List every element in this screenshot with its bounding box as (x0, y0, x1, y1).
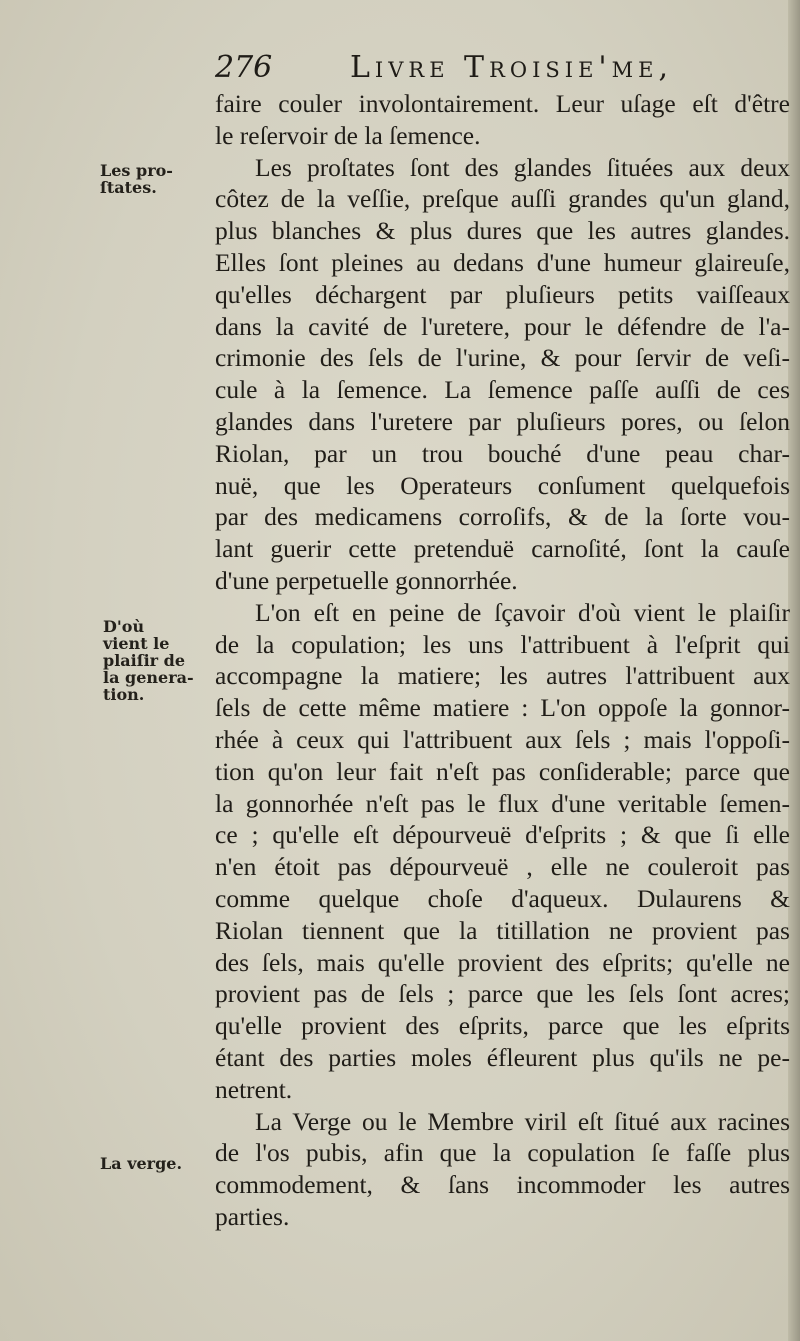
text-line: le reſervoir de la ſemence. (215, 120, 481, 150)
running-title: Livre Troisie'me, (350, 50, 674, 85)
text-line: la gonnorhée n'eſt pas le flux d'une veritable ſemen- (215, 788, 790, 818)
text-line: ce ; qu'elle eſt dépourveuë d'eſprits ; & que ſi elle (215, 820, 790, 850)
margin-note-line: Les pro- (100, 161, 173, 180)
text-line: d'une perpetuelle gonnorrhée. (215, 565, 518, 595)
text-line: nuë, que les Operateurs conſument quelquefois (215, 470, 790, 500)
text-line: de l'os pubis, afin que la copulation ſe faſſe plus (215, 1138, 790, 1168)
text-line: dans la cavité de l'uretere, pour le défendre de l'a- (215, 311, 790, 341)
text-line: ſels de cette même matiere : L'on oppoſe la gonnor- (215, 693, 790, 723)
margin-note-line: D'où (103, 617, 145, 636)
text-line: L'on eſt en peine de ſçavoir d'où vient le plaiſir (255, 597, 790, 627)
text-line: Elles ſont pleines au dedans d'une humeur glaireuſe, (215, 247, 790, 277)
margin-note-line: La verge. (100, 1154, 183, 1173)
text-line: de la copulation; les uns l'attribuent à l'eſprit qui (215, 629, 790, 659)
text-line: Riolan tiennent que la titillation ne provient pas (215, 915, 790, 945)
margin-note-verge (100, 1155, 220, 1172)
body-text (215, 88, 790, 1233)
text-line: par des medicamens corroſifs, & de la ſorte vou- (215, 502, 790, 532)
text-line: faire couler involontairement. Leur uſage eſt d'être (215, 89, 790, 118)
text-line: qu'elles déchargent par pluſieurs petits vaiſſeaux (215, 279, 790, 309)
text-line: rhée à ceux qui l'attribuent aux ſels ; mais l'oppoſi- (215, 724, 790, 754)
text-line: provient pas de ſels ; parce que les ſels ſont acres; (215, 979, 790, 1009)
margin-note-prostates (100, 162, 210, 196)
text-line: plus blanches & plus dures que les autres glandes. (215, 216, 790, 246)
text-line: glandes dans l'uretere par pluſieurs pores, ou ſelon (215, 406, 790, 436)
text-line: Les proſtates ſont des glandes ſituées aux deux (255, 152, 790, 182)
text-line: des ſels, mais qu'elle provient des eſprits; qu'elle ne (215, 947, 790, 977)
text-line: tion qu'on leur fait n'eſt pas conſiderable; parce que (215, 756, 790, 786)
text-line: comme quelque choſe d'aqueux. Dulaurens & (215, 883, 790, 913)
text-line: netrent. (215, 1074, 293, 1104)
text-line: parties. (215, 1201, 290, 1231)
text-line: commodement, & ſans incommoder les autres (215, 1170, 790, 1200)
page-number: 276 (215, 50, 273, 85)
text-line: crimonie des ſels de l'urine, & pour ſervir de veſi- (215, 343, 790, 373)
margin-note-plaisir (103, 618, 213, 703)
margin-note-line: vient le (103, 634, 170, 653)
text-line: qu'elle provient des eſprits, parce que les eſprits (215, 1011, 790, 1041)
margin-note-line: la genera- (103, 668, 194, 687)
text-line: n'en étoit pas dépourveuë , elle ne couleroit pas (215, 852, 790, 882)
text-line: lant guerir cette pretenduë carnoſité, ſont la cauſe (215, 534, 790, 564)
margin-note-line: tion. (103, 685, 145, 704)
text-line: cule à la ſemence. La ſemence paſſe auſſi de ces (215, 375, 790, 405)
text-line: côtez de la veſſie, preſque auſſi grandes qu'un gland, (215, 184, 790, 214)
text-line: accompagne la matiere; les autres l'attribuent aux (215, 661, 790, 691)
text-line: étant des parties moles éfleurent plus qu'ils ne pe- (215, 1042, 790, 1072)
text-line: La Verge ou le Membre viril eſt ſitué aux racines (255, 1106, 790, 1136)
text-line: Riolan, par un trou bouché d'une peau char- (215, 438, 790, 468)
margin-note-line: plaiſir de (103, 651, 186, 670)
margin-note-line: ſtates. (100, 178, 157, 197)
